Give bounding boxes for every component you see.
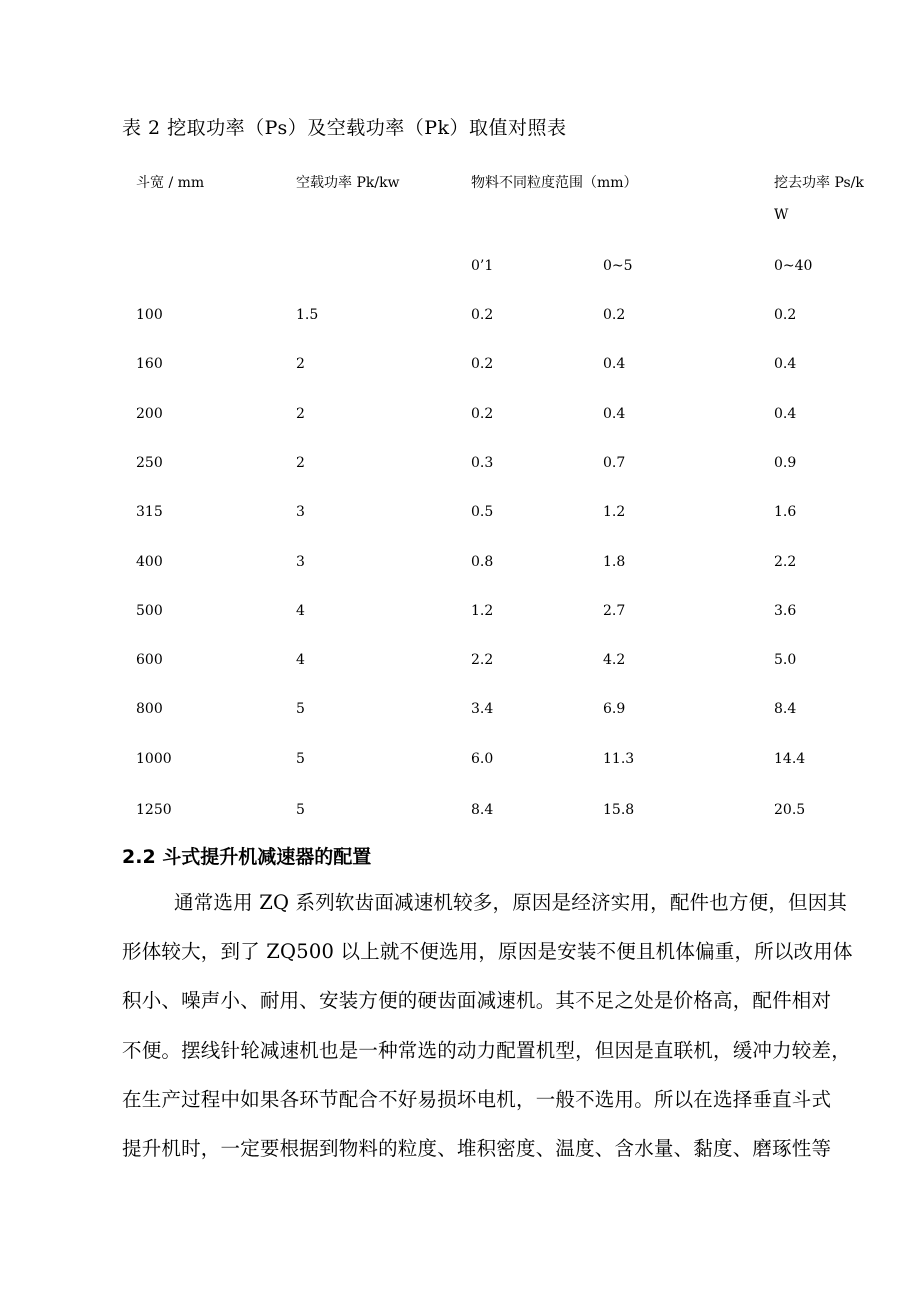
paragraph-line: 提升机时，一定要根据到物料的粒度、堆积密度、温度、含水量、黏度、磨琢性等 (122, 1137, 832, 1161)
header-width: 斗宽 / mm (136, 175, 205, 191)
cell-range-2: 1.2 (603, 504, 626, 520)
cell-range-2: 1.8 (603, 554, 626, 570)
section-heading: 2.2 斗式提升机减速器的配置 (122, 846, 372, 868)
cell-range-3: 1.6 (774, 504, 797, 520)
cell-range-3: 2.2 (774, 554, 797, 570)
cell-range-1: 8.4 (471, 802, 494, 818)
cell-idle-power: 4 (296, 603, 305, 619)
subheader-range-2: 0~5 (603, 258, 633, 274)
cell-range-3: 8.4 (774, 701, 797, 717)
cell-idle-power: 5 (296, 701, 305, 717)
header-dig-power: 挖去功率 Ps/k (774, 175, 864, 191)
paragraph-line: 形体较大，到了 ZQ500 以上就不便选用，原因是安装不便且机体偏重，所以改用体 (122, 940, 853, 964)
header-dig-power-unit: W (774, 207, 789, 223)
table-caption: 表 2 挖取功率（Ps）及空载功率（Pk）取值对照表 (122, 117, 567, 139)
cell-range-2: 0.2 (603, 307, 626, 323)
cell-width: 600 (136, 652, 163, 668)
cell-idle-power: 2 (296, 356, 305, 372)
subheader-range-1: 0’1 (471, 258, 494, 274)
cell-range-1: 0.2 (471, 307, 494, 323)
cell-range-1: 0.2 (471, 356, 494, 372)
subheader-range-3: 0~40 (774, 258, 813, 274)
cell-idle-power: 2 (296, 406, 305, 422)
cell-range-3: 20.5 (774, 802, 806, 818)
cell-range-1: 3.4 (471, 701, 494, 717)
cell-range-1: 0.2 (471, 406, 494, 422)
cell-width: 500 (136, 603, 163, 619)
cell-idle-power: 3 (296, 504, 305, 520)
cell-range-1: 0.8 (471, 554, 494, 570)
cell-idle-power: 1.5 (296, 307, 319, 323)
cell-range-2: 0.7 (603, 455, 626, 471)
paragraph-line: 积小、噪声小、耐用、安装方便的硬齿面减速机。其不足之处是价格高，配件相对 (122, 989, 832, 1013)
cell-range-2: 6.9 (603, 701, 626, 717)
cell-width: 160 (136, 356, 163, 372)
section-paragraph (122, 878, 912, 1173)
cell-range-2: 0.4 (603, 356, 626, 372)
paragraph-line: 不便。摆线针轮减速机也是一种常选的动力配置机型，但因是直联机，缓冲力较差， (122, 1038, 851, 1062)
cell-range-3: 5.0 (774, 652, 797, 668)
cell-range-1: 1.2 (471, 603, 494, 619)
cell-range-3: 0.9 (774, 455, 797, 471)
cell-range-1: 0.5 (471, 504, 494, 520)
cell-range-3: 3.6 (774, 603, 797, 619)
header-idle-power: 空载功率 Pk/kw (296, 175, 400, 191)
cell-width: 250 (136, 455, 163, 471)
cell-range-2: 15.8 (603, 802, 635, 818)
cell-idle-power: 4 (296, 652, 305, 668)
cell-range-2: 4.2 (603, 652, 626, 668)
cell-width: 315 (136, 504, 163, 520)
cell-width: 400 (136, 554, 163, 570)
cell-range-1: 0.3 (471, 455, 494, 471)
cell-idle-power: 3 (296, 554, 305, 570)
cell-width: 200 (136, 406, 163, 422)
header-particle-range: 物料不同粒度范围（mm） (471, 175, 638, 191)
paragraph-line: 在生产过程中如果各环节配合不好易损坏电机，一般不选用。所以在选择垂直斗式 (122, 1087, 832, 1111)
cell-idle-power: 5 (296, 751, 305, 767)
paragraph-line: 通常选用 ZQ 系列软齿面减速机较多，原因是经济实用，配件也方便，但因其 (174, 891, 848, 914)
cell-range-2: 0.4 (603, 406, 626, 422)
cell-idle-power: 5 (296, 802, 305, 818)
cell-idle-power: 2 (296, 455, 305, 471)
cell-range-2: 2.7 (603, 603, 626, 619)
cell-range-2: 11.3 (603, 751, 635, 767)
cell-width: 1250 (136, 802, 172, 818)
cell-width: 100 (136, 307, 163, 323)
cell-width: 1000 (136, 751, 172, 767)
cell-range-3: 0.4 (774, 406, 797, 422)
cell-range-3: 0.2 (774, 307, 797, 323)
cell-range-1: 2.2 (471, 652, 494, 668)
cell-range-3: 0.4 (774, 356, 797, 372)
cell-range-3: 14.4 (774, 751, 806, 767)
cell-range-1: 6.0 (471, 751, 494, 767)
cell-width: 800 (136, 701, 163, 717)
